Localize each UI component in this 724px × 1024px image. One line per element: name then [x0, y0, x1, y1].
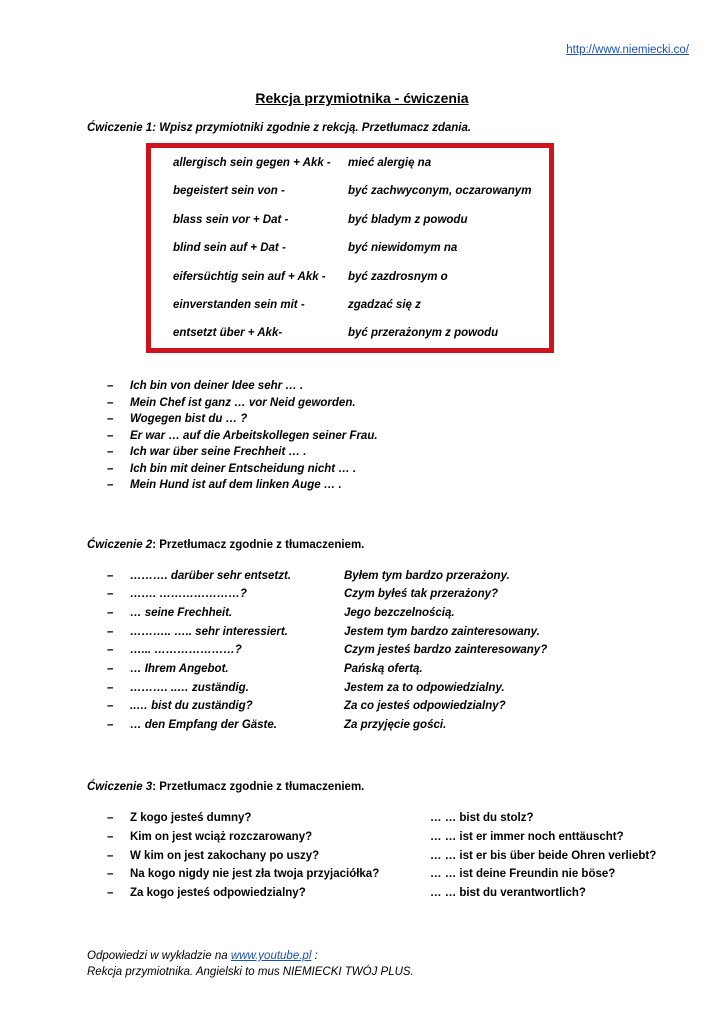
- list-item-de: ..… bist du zuständig?: [130, 700, 253, 712]
- list-item-pl: Czym jesteś bardzo zainteresowany?: [344, 644, 548, 656]
- list-item-pl: Za kogo jesteś odpowiedzialny?: [130, 887, 306, 899]
- vocab-pl: być niewidomym na: [348, 242, 458, 254]
- list-dash: –: [107, 700, 114, 712]
- exercise3-instruction: : Przetłumacz zgodnie z tłumaczeniem.: [152, 781, 365, 793]
- list-dash: –: [107, 812, 114, 824]
- vocab-de: begeistert sein von -: [173, 185, 285, 197]
- list-item: Mein Chef ist ganz … vor Neid geworden.: [130, 397, 356, 409]
- list-item-pl: Kim on jest wciąż rozczarowany?: [130, 831, 313, 843]
- header-url-link[interactable]: http://www.niemiecki.co/: [566, 44, 689, 56]
- list-item-de: …... …………………?: [130, 644, 242, 656]
- vocab-de: entsetzt über + Akk-: [173, 327, 283, 339]
- exercise3-heading: [87, 781, 364, 793]
- list-dash: –: [107, 719, 114, 731]
- list-dash: –: [107, 463, 114, 475]
- list-item-de: … seine Frechheit.: [130, 607, 233, 619]
- list-dash: –: [107, 644, 114, 656]
- list-item-pl: Byłem tym bardzo przerażony.: [344, 570, 510, 582]
- list-dash: –: [107, 446, 114, 458]
- list-item-de: … … bist du stolz?: [430, 812, 534, 824]
- vocab-de: blass sein vor + Dat -: [173, 214, 289, 226]
- list-dash: –: [107, 607, 114, 619]
- footer-line1: [87, 950, 318, 962]
- exercise1-heading: [87, 122, 471, 134]
- list-dash: –: [107, 380, 114, 392]
- exercise1-label: Ćwiczenie 1: [87, 122, 153, 134]
- vocab-de: einverstanden sein mit -: [173, 299, 305, 311]
- list-dash: –: [107, 479, 114, 491]
- list-dash: –: [107, 831, 114, 843]
- page-title: Rekcja przymiotnika - ćwiczenia: [255, 90, 469, 106]
- vocab-de: blind sein auf + Dat -: [173, 242, 286, 254]
- exercise2-label: Ćwiczenie 2: [87, 539, 153, 551]
- list-item-pl: W kim on jest zakochany po uszy?: [130, 850, 320, 862]
- list-item-pl: Za co jesteś odpowiedzialny?: [344, 700, 506, 712]
- list-item-pl: Za przyjęcie gości.: [344, 719, 447, 731]
- list-dash: –: [107, 413, 114, 425]
- vocab-box: [146, 143, 554, 353]
- list-item: Ich war über seine Frechheit … .: [130, 446, 307, 458]
- list-dash: –: [107, 588, 114, 600]
- list-item-pl: Jego bezczelnością.: [344, 607, 455, 619]
- exercise2-heading: [87, 539, 364, 551]
- list-dash: –: [107, 682, 114, 694]
- list-dash: –: [107, 887, 114, 899]
- list-item-de: … … bist du verantwortlich?: [430, 887, 586, 899]
- vocab-de: eifersüchtig sein auf + Akk -: [173, 271, 326, 283]
- list-item: Mein Hund ist auf dem linken Auge … .: [130, 479, 342, 491]
- list-dash: –: [107, 868, 114, 880]
- footer-suffix: :: [311, 950, 318, 962]
- list-dash: –: [107, 663, 114, 675]
- vocab-pl: być zachwyconym, oczarowanym: [348, 185, 532, 197]
- list-dash: –: [107, 430, 114, 442]
- list-dash: –: [107, 570, 114, 582]
- list-item-pl: Z kogo jesteś dumny?: [130, 812, 252, 824]
- footer-line2: Rekcja przymiotnika. Angielski to mus NIEMIECKI TWÓJ PLUS.: [87, 966, 414, 978]
- list-dash: –: [107, 397, 114, 409]
- vocab-pl: być przerażonym z powodu: [348, 327, 499, 339]
- list-dash: –: [107, 626, 114, 638]
- list-item-de: … den Empfang der Gäste.: [130, 719, 277, 731]
- list-item-pl: Pańską ofertą.: [344, 663, 423, 675]
- list-dash: –: [107, 850, 114, 862]
- list-item-de: ……….. ….. sehr interessiert.: [130, 626, 288, 638]
- list-item: Ich bin von deiner Idee sehr … .: [130, 380, 304, 392]
- vocab-pl: mieć alergię na: [348, 157, 432, 169]
- list-item-de: … Ihrem Angebot.: [130, 663, 229, 675]
- exercise2-instruction: : Przetłumacz zgodnie z tłumaczeniem.: [152, 539, 365, 551]
- vocab-de: allergisch sein gegen + Akk -: [173, 157, 331, 169]
- list-item-pl: Jestem za to odpowiedzialny.: [344, 682, 505, 694]
- vocab-pl: zgadzać się z: [348, 299, 421, 311]
- list-item-de: ……. …………………?: [130, 588, 247, 600]
- exercise3-label: Ćwiczenie 3: [87, 781, 153, 793]
- list-item: Wogegen bist du … ?: [130, 413, 248, 425]
- youtube-link[interactable]: www.youtube.pl: [230, 950, 312, 962]
- list-item: Ich bin mit deiner Entscheidung nicht … .: [130, 463, 357, 475]
- list-item-de: … … ist deine Freundin nie böse?: [430, 868, 616, 880]
- exercise1-instruction: : Wpisz przymiotniki zgodnie z rekcją. Przetłumacz zdania.: [152, 122, 472, 134]
- list-item-pl: Czym byłeś tak przerażony?: [344, 588, 499, 600]
- list-item-de: … … ist er bis über beide Ohren verliebt?: [430, 850, 657, 862]
- list-item-de: ………. ..… zuständig.: [130, 682, 249, 694]
- list-item-de: ………. darüber sehr entsetzt.: [130, 570, 292, 582]
- list-item-pl: Na kogo nigdy nie jest zła twoja przyjaciółka?: [130, 868, 380, 880]
- vocab-pl: być bladym z powodu: [348, 214, 468, 226]
- list-item-de: … … ist er immer noch enttäuscht?: [430, 831, 624, 843]
- footer-prefix: Odpowiedzi w wykładzie na: [87, 950, 231, 962]
- list-item: Er war … auf die Arbeitskollegen seiner Frau.: [130, 430, 378, 442]
- vocab-pl: być zazdrosnym o: [348, 271, 448, 283]
- list-item-pl: Jestem tym bardzo zainteresowany.: [344, 626, 540, 638]
